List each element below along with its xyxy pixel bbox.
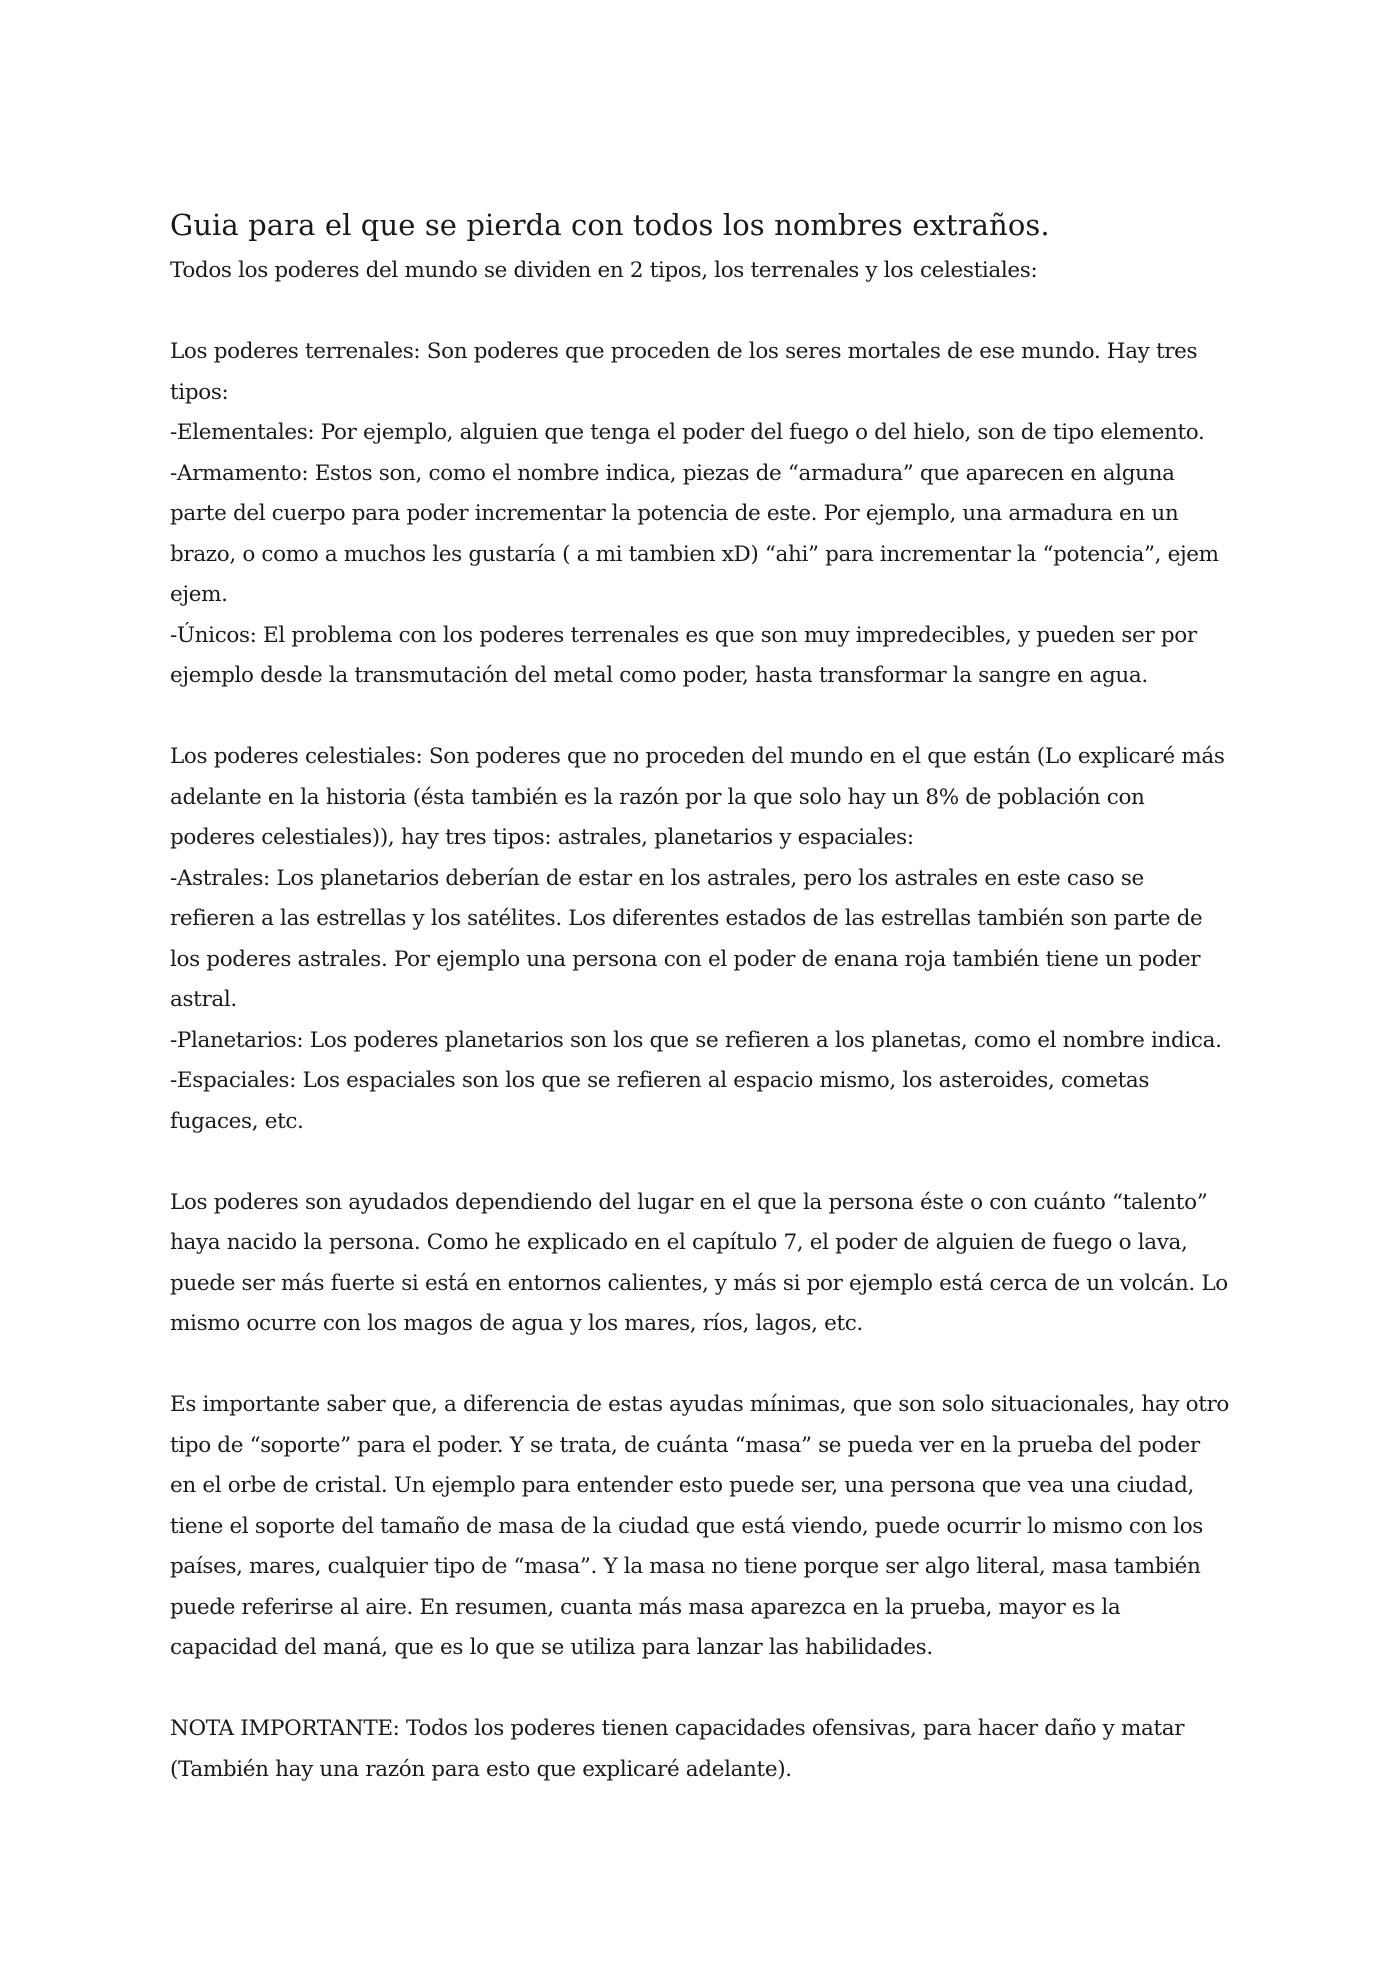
ayudas-paragraph: Los poderes son ayudados dependiendo del lugar en el que la persona éste o con cuánto “talento” haya nacido la persona. Como he explicado en el capítulo 7, el poder de alguien de fuego o lava, puede ser más fuerte si está en entornos calientes, y más si por ejemplo está cerca de un volcán. Lo mismo ocurre con los magos de agua y los mares, ríos, lagos, etc. <box>170 1189 1228 1336</box>
document-body <box>170 205 1230 1831</box>
terrenales-heading: Los poderes terrenales: Son poderes que proceden de los seres mortales de ese mundo. Hay tres tipos: <box>170 339 1198 405</box>
soporte-paragraph: Es importante saber que, a diferencia de estas ayudas mínimas, que son solo situacionales, hay otro tipo de “soporte” para el poder. Y se trata, de cuánta “masa” se pueda ver en la prueba del poder en el orbe de cristal. Un ejemplo para entender esto puede ser, una persona que vea una ciudad, tiene el soporte del tamaño de masa de la ciudad que está viendo, puede ocurrir lo mismo con los países, mares, cualquier tipo de “masa”. Y la masa no tiene porque ser algo literal, masa también puede referirse al aire. En resumen, cuanta más masa aparezca en la prueba, mayor es la capacidad del maná, que es lo que se utiliza para lanzar las habilidades. <box>170 1392 1230 1660</box>
intro-paragraph: Todos los poderes del mundo se dividen en 2 tipos, los terrenales y los celestiales: <box>170 258 1038 283</box>
terrenales-section <box>170 332 1230 697</box>
document-title: Guia para el que se pierda con todos los nombres extraños. <box>170 208 1050 242</box>
planetarios-item: -Planetarios: Los poderes planetarios son los que se refieren a los planetas, como el nombre indica. <box>170 1027 1222 1053</box>
armamento-item: -Armamento: Estos son, como el nombre indica, piezas de “armadura” que aparecen en alguna parte del cuerpo para poder incrementar la potencia de este. Por ejemplo, una armadura en un brazo, o como a muchos les gustaría ( a mi tambien xD) “ahi” para incrementar la “potencia”, ejem ejem. <box>170 460 1219 607</box>
elementales-item: -Elementales: Por ejemplo, alguien que tenga el poder del fuego o del hielo, son de tipo elemento. <box>170 420 1205 445</box>
espaciales-item: -Espaciales: Los espaciales son los que se refieren al espacio mismo, los asteroides, cometas fugaces, etc. <box>170 1068 1150 1134</box>
celestiales-heading: Los poderes celestiales: Son poderes que no proceden del mundo en el que están (Lo explicaré más adelante en la historia (ésta también es la razón por la que solo hay un 8% de población con poderes celestiales)), hay tres tipos: astrales, planetarios y espaciales: <box>170 744 1225 850</box>
celestiales-section <box>170 737 1230 1142</box>
unicos-item: -Únicos: El problema con los poderes terrenales es que son muy impredecibles, y pueden ser por ejemplo desde la transmutación del metal como poder, hasta transformar la sangre en agua. <box>170 622 1197 688</box>
nota-importante-paragraph: NOTA IMPORTANTE: Todos los poderes tienen capacidades ofensivas, para hacer daño y matar (También hay una razón para esto que explicaré adelante). <box>170 1716 1185 1782</box>
astrales-item: -Astrales: Los planetarios deberían de estar en los astrales, pero los astrales en este caso se refieren a las estrellas y los satélites. Los diferentes estados de las estrellas también son parte de los poderes astrales. Por ejemplo una persona con el poder de enana roja también tiene un poder astral. <box>170 865 1203 1012</box>
